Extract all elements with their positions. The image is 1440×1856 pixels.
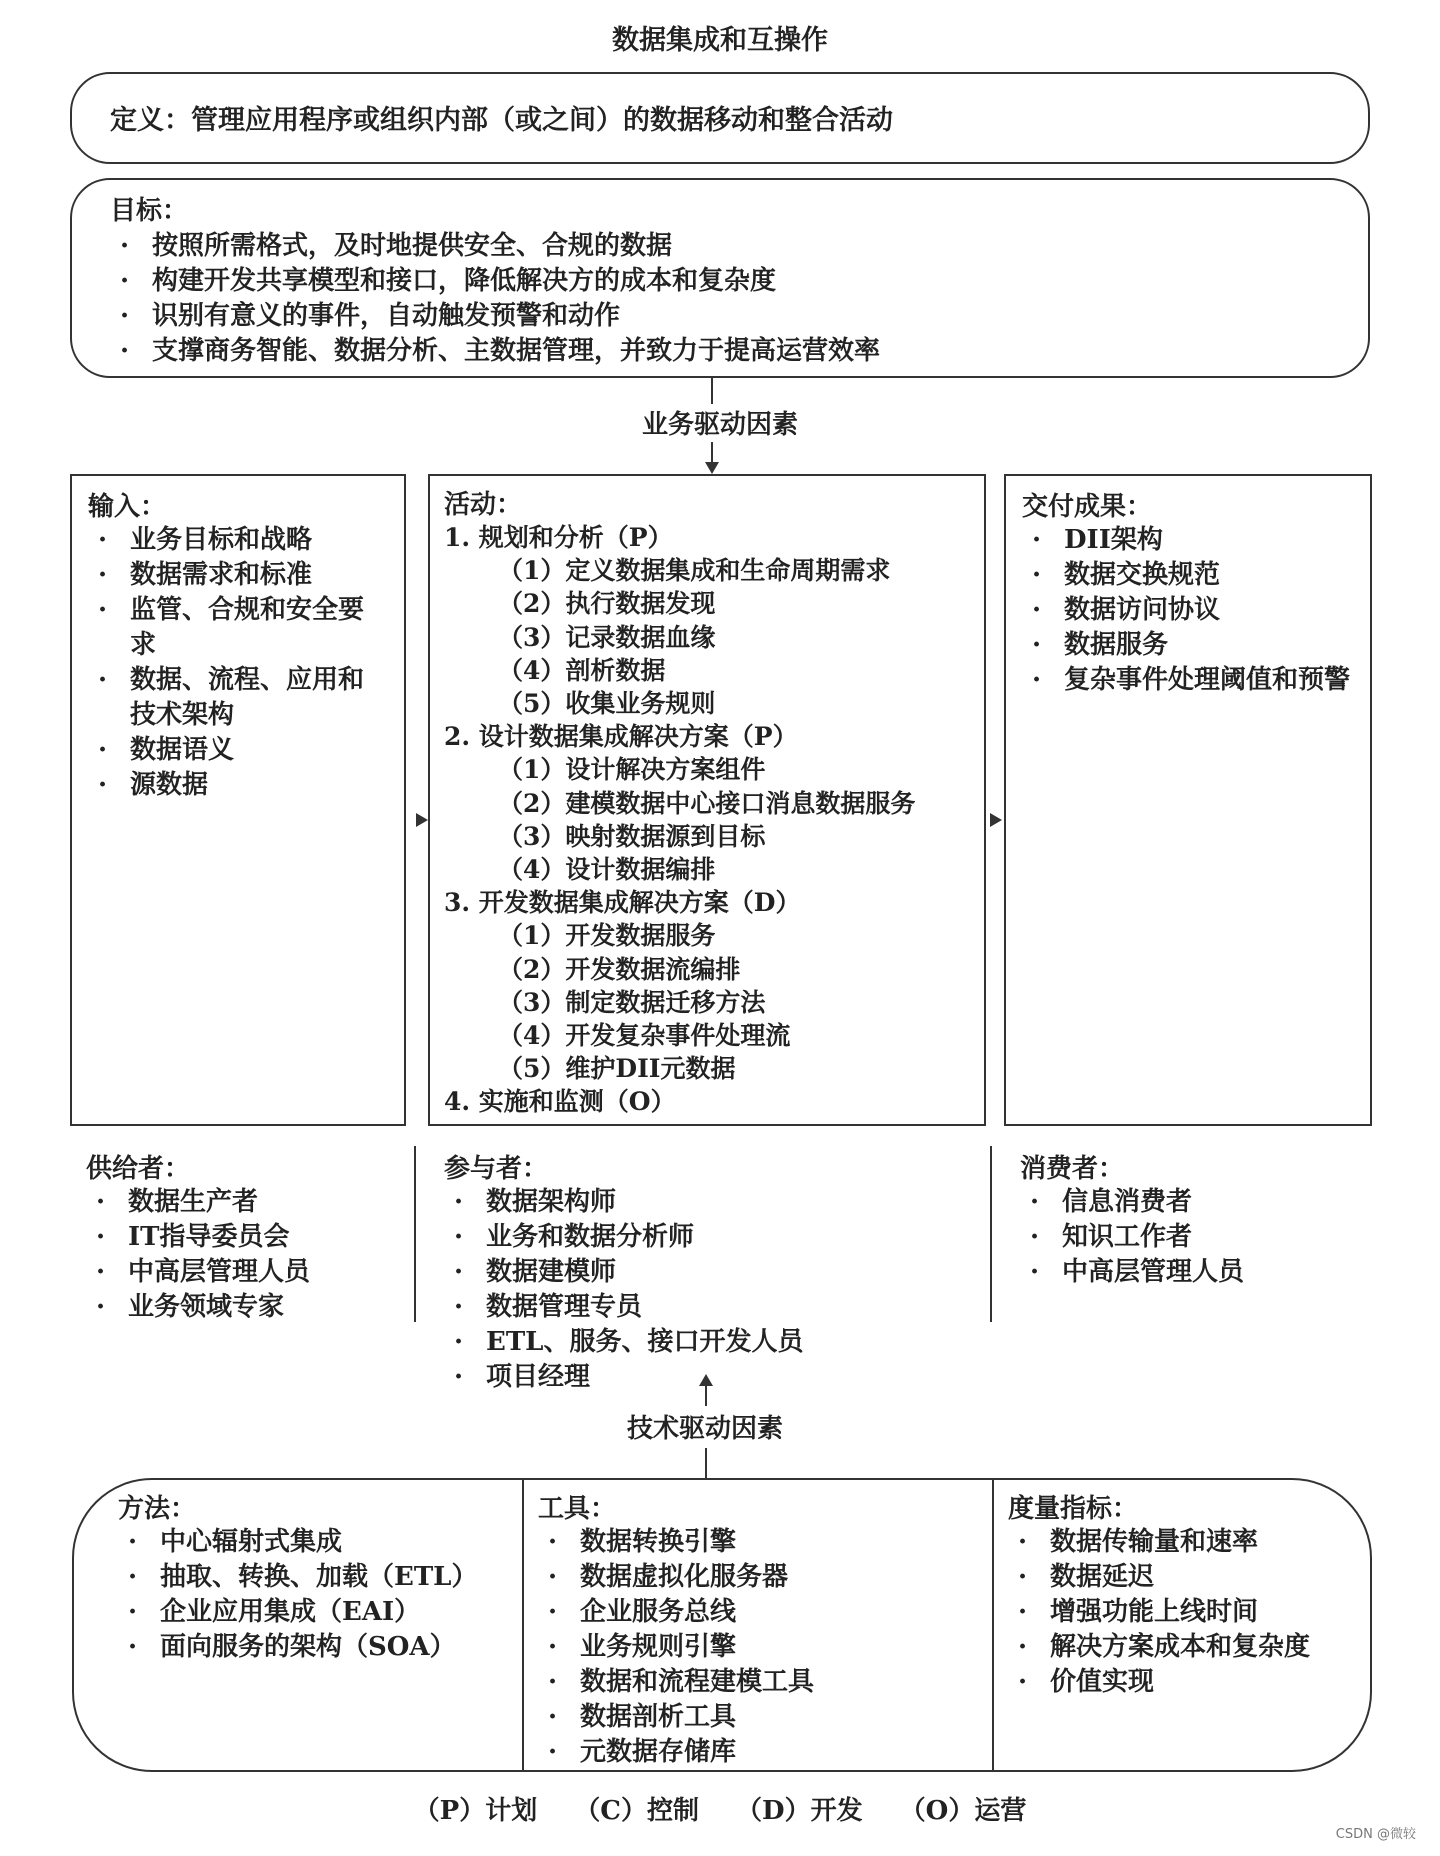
supplier-item: · IT指导委员会 [86,1220,406,1255]
metric-item: · 数据传输量和速率 [1008,1525,1368,1560]
legend-operate: （O）运营 [899,1796,1027,1826]
methods-section [118,1488,558,1665]
technical-drivers-label: 技术驱动因素 [626,1414,783,1444]
activity-subitem: （2）开发数据流编排 [498,954,741,984]
activity-phase: 1. 规划和分析（P） [444,523,673,552]
consumers-section [1020,1148,1360,1290]
participant-item: · 数据管理专员 [444,1290,984,1325]
supplier-item: · 数据生产者 [86,1185,406,1220]
tool-item: · 数据剖析工具 [538,1700,978,1735]
method-item: · 中心辐射式集成 [118,1525,558,1560]
participant-item: · ETL、服务、接口开发人员 [444,1325,984,1360]
metrics-section [1008,1488,1368,1700]
tool-item: · 数据虚拟化服务器 [538,1560,978,1595]
activities-heading: 活动： [444,490,523,520]
goal-item: · 支撑商务智能、数据分析、主数据管理，并致力于提高运营效率 [110,334,1330,369]
deliverable-item: · 数据服务 [1022,628,1354,663]
activity-phase: 4. 实施和监测（O） [444,1087,676,1117]
methods-list [118,1525,558,1665]
method-item: · 抽取、转换、加载（ETL） [118,1560,558,1595]
activity-subitem: （1）开发数据服务 [498,921,716,951]
activity-subitem: （5）维护DII元数据 [498,1054,736,1084]
input-item: · 监管、合规和安全要求 [88,593,388,663]
tool-item: · 元数据存储库 [538,1735,978,1770]
activity-subitem: （3）制定数据迁移方法 [498,987,766,1017]
activity-subitem: （5）收集业务规则 [498,689,716,719]
definition-box [70,72,1370,164]
consumers-heading: 消费者： [1020,1154,1125,1184]
definition-text: 定义：管理应用程序或组织内部（或之间）的数据移动和整合活动 [110,105,893,136]
divider-line [992,1480,994,1770]
tool-item: · 数据和流程建模工具 [538,1665,978,1700]
input-item: · 源数据 [88,768,388,803]
participant-item: · 业务和数据分析师 [444,1220,984,1255]
metric-item: · 解决方案成本和复杂度 [1008,1630,1368,1665]
technical-drivers-line [705,1384,707,1406]
input-item: · 数据语义 [88,733,388,768]
legend-develop: （D）开发 [736,1796,863,1826]
goals-connector-line [711,378,713,404]
activity-subitem: （3）记录数据血缘 [498,622,716,652]
tools-heading: 工具： [538,1494,617,1524]
deliverable-item: · 复杂事件处理阈值和预警 [1022,663,1354,698]
consumers-list [1020,1185,1360,1290]
inputs-list [88,523,388,803]
metric-item: · 价值实现 [1008,1665,1368,1700]
activity-phase: 2. 设计数据集成解决方案（P） [444,722,798,752]
tools-list [538,1525,978,1770]
divider-line [990,1146,992,1322]
inputs-to-activities-arrow-icon [416,813,428,827]
activity-subitem: （4）设计数据编排 [498,855,716,885]
techniques-box [72,1478,1372,1772]
participant-item: · 项目经理 [444,1360,984,1395]
tool-item: · 企业服务总线 [538,1595,978,1630]
tools-section [538,1488,978,1770]
activity-subitem: （4）剖析数据 [498,655,666,685]
activity-subitem: （3）映射数据源到目标 [498,821,766,851]
deliverables-list [1022,523,1354,698]
participants-section [444,1148,984,1395]
metric-item: · 数据延迟 [1008,1560,1368,1595]
suppliers-section [86,1148,406,1325]
metric-item: · 增强功能上线时间 [1008,1595,1368,1630]
business-drivers-line [711,442,713,464]
activity-subitem: （2）建模数据中心接口消息数据服务 [498,788,916,818]
tool-item: · 数据转换引擎 [538,1525,978,1560]
goals-heading: 目标： [110,196,189,226]
business-drivers-arrow-icon [705,462,719,474]
activities-list [444,521,970,1119]
suppliers-heading: 供给者： [86,1154,191,1184]
deliverables-heading: 交付成果： [1022,492,1153,522]
goals-list [110,229,1330,369]
supplier-item: · 中高层管理人员 [86,1255,406,1290]
deliverable-item: · 数据访问协议 [1022,593,1354,628]
participant-item: · 数据架构师 [444,1185,984,1220]
divider-line [414,1146,416,1322]
goals-box [70,178,1370,378]
inputs-heading: 输入： [88,492,167,522]
deliverable-item: · DII架构 [1022,523,1354,558]
deliverable-item: · 数据交换规范 [1022,558,1354,593]
bottom-connector-line [705,1448,707,1478]
metrics-list [1008,1525,1368,1700]
participants-heading: 参与者： [444,1154,549,1184]
watermark: CSDN @微较 [1335,1827,1416,1842]
activity-subitem: （1）设计解决方案组件 [498,755,766,785]
input-item: · 数据需求和标准 [88,558,388,593]
suppliers-list [86,1185,406,1325]
business-drivers-label: 业务驱动因素 [641,410,798,440]
method-item: · 面向服务的架构（SOA） [118,1630,558,1665]
consumer-item: · 知识工作者 [1020,1220,1360,1255]
activities-to-deliverables-arrow-icon [990,813,1002,827]
goal-item: · 识别有意义的事件，自动触发预警和动作 [110,299,1330,334]
metrics-heading: 度量指标： [1008,1494,1139,1524]
activities-box [428,474,986,1126]
legend-control: （C）控制 [574,1796,699,1826]
divider-line [522,1480,524,1770]
activity-subitem: （1）定义数据集成和生命周期需求 [498,556,891,586]
deliverables-box [1004,474,1372,1126]
consumer-item: · 中高层管理人员 [1020,1255,1360,1290]
goal-item: · 构建开发共享模型和接口，降低解决方的成本和复杂度 [110,264,1330,299]
tool-item: · 业务规则引擎 [538,1630,978,1665]
goal-item: · 按照所需格式，及时地提供安全、合规的数据 [110,229,1330,264]
participants-list [444,1185,984,1395]
activity-subitem: （2）执行数据发现 [498,589,716,619]
consumer-item: · 信息消费者 [1020,1185,1360,1220]
participant-item: · 数据建模师 [444,1255,984,1290]
activity-phase: 3. 开发数据集成解决方案（D） [444,888,801,918]
activity-subitem: （4）开发复杂事件处理流 [498,1021,791,1051]
input-item: · 数据、流程、应用和技术架构 [88,663,388,733]
diagram-title: 数据集成和互操作 [612,25,828,56]
inputs-box [70,474,406,1126]
legend [0,1790,1440,1827]
method-item: · 企业应用集成（EAI） [118,1595,558,1630]
methods-heading: 方法： [118,1494,197,1524]
supplier-item: · 业务领域专家 [86,1290,406,1325]
input-item: · 业务目标和战略 [88,523,388,558]
legend-plan: （P）计划 [413,1796,538,1826]
